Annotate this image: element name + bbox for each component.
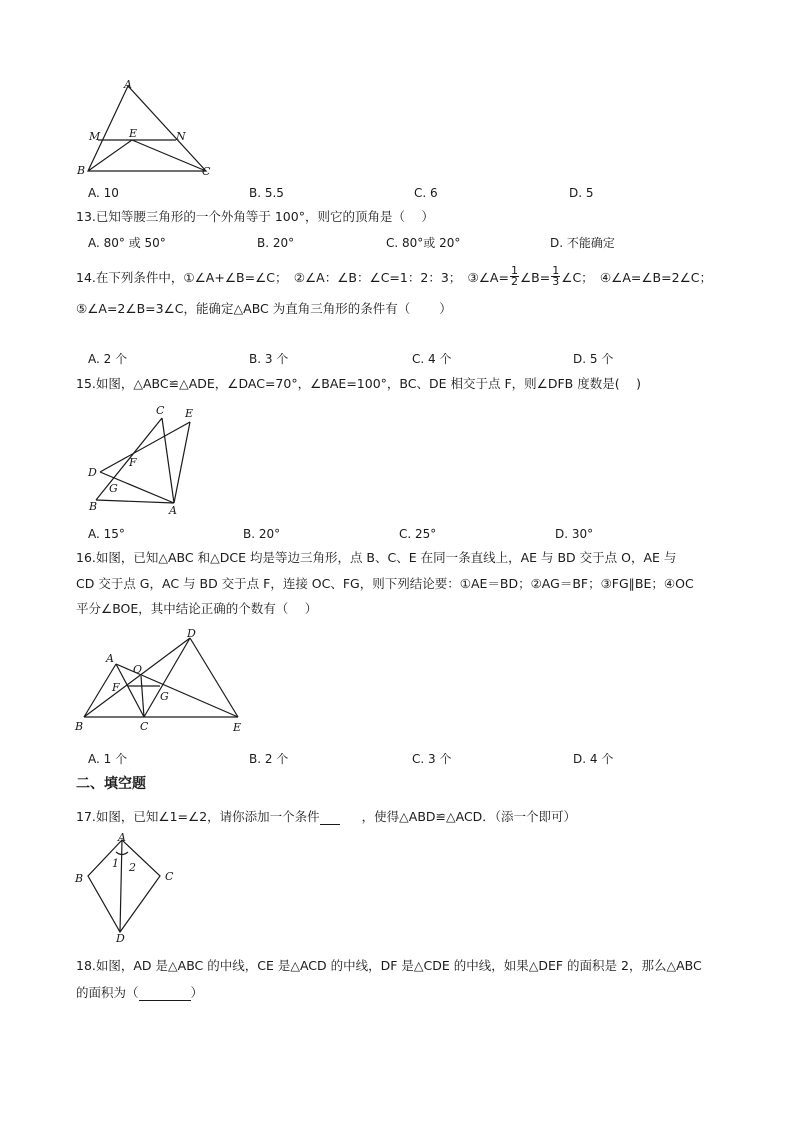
q12-option-b[interactable]: B. 5.5 <box>249 186 284 200</box>
label-a: A <box>106 652 114 665</box>
q18-text-a: 的面积为（ <box>76 985 139 1000</box>
segment-bd <box>84 638 190 717</box>
q14-option-b[interactable]: B. 3 个 <box>249 352 289 366</box>
label-d: D <box>187 627 196 640</box>
q14-option-d[interactable]: D. 5 个 <box>573 352 614 366</box>
label-e: E <box>129 127 138 140</box>
label-e: E <box>233 721 242 734</box>
q14-frac1-den: 2 <box>510 275 518 288</box>
q14-fraction-third <box>551 266 560 287</box>
q14-frac1-num: 1 <box>510 264 518 277</box>
q17-text-a: 17.如图，已知∠1=∠2，请你添加一个条件 <box>76 809 320 824</box>
q13-option-d[interactable]: D. 不能确定 <box>550 236 615 250</box>
q14-option-a[interactable]: A. 2 个 <box>88 352 128 366</box>
label-d: D <box>88 466 97 479</box>
label-b: B <box>77 164 86 177</box>
label-d: D <box>116 932 125 945</box>
label-m: M <box>89 130 101 143</box>
q18-answer-blank[interactable] <box>139 988 191 1001</box>
label-angle-2: 2 <box>129 861 136 874</box>
segment-be <box>88 140 132 171</box>
q17-text-b: ，使得△ABD≌△ACD．（添一个即可） <box>361 809 577 824</box>
q14-option-c[interactable]: C. 4 个 <box>412 352 452 366</box>
label-b: B <box>89 500 98 513</box>
q15-option-b[interactable]: B. 20° <box>243 527 281 541</box>
label-c: C <box>156 404 165 417</box>
q12-option-d[interactable]: D. 5 <box>569 186 594 200</box>
label-e: E <box>185 407 194 420</box>
label-g: G <box>109 482 118 495</box>
q16-option-a[interactable]: A. 1 个 <box>88 752 128 766</box>
q16-option-c[interactable]: C. 3 个 <box>412 752 452 766</box>
q14-line1 <box>76 264 712 289</box>
label-c: C <box>165 870 174 883</box>
section-title-fill-in: 二、填空题 <box>76 776 146 792</box>
q14-text-b: ∠B= <box>519 270 551 285</box>
q16-option-b[interactable]: B. 2 个 <box>249 752 289 766</box>
q16-line3: 平分∠BOE，其中结论正确的个数有（ ） <box>76 601 318 616</box>
label-f: F <box>112 681 120 694</box>
label-angle-1: 1 <box>112 857 119 870</box>
q15-option-a[interactable]: A. 15° <box>88 527 125 541</box>
q16-figure <box>70 624 250 736</box>
q13-option-a[interactable]: A. 80° 或 50° <box>88 236 166 250</box>
label-n: N <box>176 130 186 143</box>
q16-line1: 16.如图，已知△ABC 和△DCE 均是等边三角形，点 B、C、E 在同一条直线上，AE 与 BD 交于点 O，AE 与 <box>76 550 677 565</box>
label-b: B <box>75 720 84 733</box>
label-f: F <box>129 456 137 469</box>
q16-line2: CD 交于点 G，AC 与 BD 交于点 F，连接 OC、FG，则下列结论要：①AE＝BD；②AG＝BF；③FG∥BE；④OC <box>76 576 694 591</box>
label-c: C <box>202 165 211 178</box>
segment-ec <box>132 140 206 171</box>
q15-stem: 15.如图，△ABC≌△ADE，∠DAC=70°，∠BAE=100°，BC、DE 相交于点 F，则∠DFB 度数是( ) <box>76 376 641 391</box>
q13-option-b[interactable]: B. 20° <box>257 236 295 250</box>
segment-ab <box>96 500 174 503</box>
segment-de <box>190 638 238 717</box>
q15-option-d[interactable]: D. 30° <box>555 527 594 541</box>
q12-option-a[interactable]: A. 10 <box>88 186 119 200</box>
q13-option-c[interactable]: C. 80°或 20° <box>386 236 461 250</box>
q14-frac2-num: 1 <box>552 264 560 277</box>
q17-figure <box>70 832 182 944</box>
q15-option-c[interactable]: C. 25° <box>399 527 437 541</box>
q16-option-d[interactable]: D. 4 个 <box>573 752 614 766</box>
q14-frac2-den: 3 <box>552 275 560 288</box>
q15-figure <box>84 400 204 518</box>
label-o: O <box>133 663 143 676</box>
label-a: A <box>118 831 126 844</box>
label-c: C <box>140 720 149 733</box>
label-b: B <box>75 872 84 885</box>
q14-text-a: 14.在下列条件中，①∠A+∠B=∠C； ②∠A：∠B：∠C=1：2：3； ③∠A= <box>76 270 509 285</box>
label-g: G <box>160 690 169 703</box>
segment-cd <box>144 638 190 717</box>
label-a: A <box>169 504 177 517</box>
q18-text-b: ） <box>190 985 204 1000</box>
q13-stem: 13.已知等腰三角形的一个外角等于 100°，则它的顶角是（ ） <box>76 209 434 224</box>
segment-ca <box>162 418 174 503</box>
q14-text-c: ∠C； ④∠A=∠B=2∠C； <box>561 270 712 285</box>
q17-answer-blank[interactable] <box>320 812 340 825</box>
q14-fraction-half <box>510 266 519 287</box>
label-a: A <box>124 78 132 91</box>
q12-option-c[interactable]: C. 6 <box>414 186 438 200</box>
segment-ea <box>174 422 190 503</box>
q14-line2: ⑤∠A=2∠B=3∠C，能确定△ABC 为直角三角形的条件有（ ） <box>76 301 452 316</box>
segment-oc <box>141 676 144 717</box>
segment-de <box>100 422 190 472</box>
q18-line1: 18.如图，AD 是△ABC 的中线，CE 是△ACD 的中线，DF 是△CDE 的中线，如果△DEF 的面积是 2，那么△ABC <box>76 958 702 973</box>
q12-figure <box>72 76 222 180</box>
q18-line2 <box>76 985 203 1001</box>
q17-stem <box>76 809 576 825</box>
